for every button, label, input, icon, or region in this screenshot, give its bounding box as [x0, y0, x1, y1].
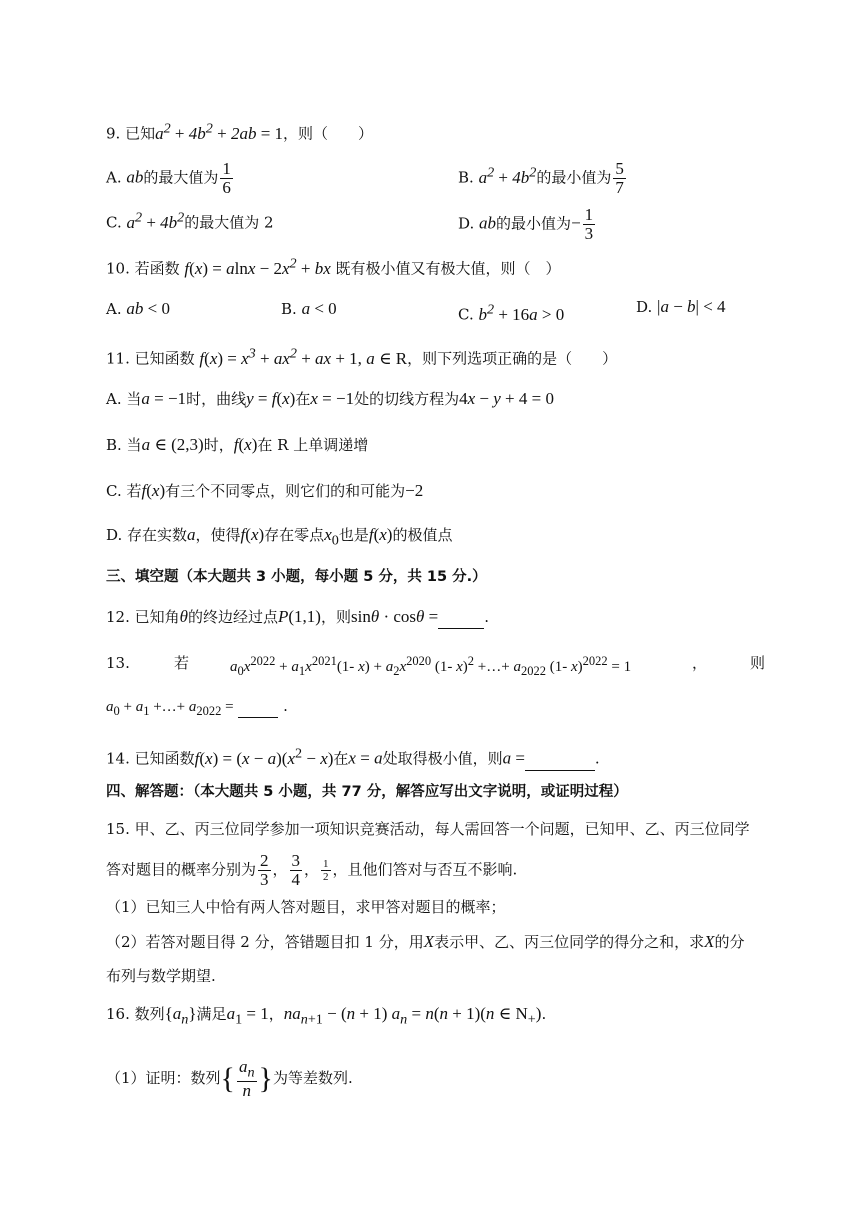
q15-sub1: （1）已知三人中恰有两人答对题目，求甲答对题目的概率；: [106, 898, 506, 916]
q14: 14. 已知函数$f(x) = (x - a)(x^2 - x)$在x = a处取得极小值，则a = .: [106, 742, 600, 771]
fraction-2-3: $\frac{2}{3}$: [260, 851, 269, 889]
q16-sub1: （1）证明：数列{ $\frac{a_n}{n}$ }为等差数列.: [106, 1057, 353, 1101]
answer-blank: [525, 748, 595, 771]
q10-option-b: B. a < 0: [281, 299, 337, 318]
section-4-heading: 四、解答题：（本大题共 5 小题，共 77 分，解答应写出文字说明，或证明过程）: [106, 784, 628, 800]
fraction-5-7: $\frac{5}{7}$: [615, 159, 624, 197]
fraction-3-4: $\frac{3}{4}$: [291, 851, 301, 889]
fraction-an-over-n: $\frac{a_n}{n}$: [238, 1057, 255, 1101]
q15-line2: 答对题目的概率分别为 $\frac{2}{3}$ ， $\frac{3}{4}$ ， $\frac{1}{2}$ ，且他们答对与否互不影响.: [106, 851, 518, 889]
q9-option-a: A. ab的最大值为 $\frac{1}{6}$: [106, 159, 231, 197]
q9-stem-suffix: ，则（ ）: [283, 124, 374, 143]
q11-option-a: A. 当a = −1时，曲线y = f(x)在x = −1处的切线方程为4x − y + 4 = 0: [106, 389, 554, 408]
q9-option-b: B. $a^2 + 4b^2$的最小值为 $\frac{5}{7}$: [458, 159, 624, 197]
q11-function-formula: $f(x) = x^3 + ax^2$ + ax + 1, a ∈ R: [199, 345, 408, 368]
q15-sub2: （2）若答对题目得 2 分，答错题目扣 1 分，用X表示甲、乙、丙三位同学的得分之和，求X的分: [106, 932, 745, 951]
q9-stem-prefix: 9. 已知: [106, 124, 156, 143]
fraction-1-6: $\frac{1}{6}$: [222, 159, 231, 197]
q10-option-c: C. $b^2 + 16a > 0$: [458, 301, 565, 324]
q13-answer-line: $a_0 + a_1$ +…+ $a_{2022}$ = .: [106, 697, 288, 718]
q10-stem: 10. 若函数 $f(x) = alnx - 2x^2$ + bx 既有极小值又有极大值，则（ ）: [106, 255, 561, 278]
q12: 12. 已知角θ的终边经过点P(1,1)，则sinθ · cosθ = .: [106, 606, 489, 629]
q10-option-d: D. |a − b| < 4: [636, 297, 726, 316]
q13-ze: 则: [750, 654, 766, 672]
q10-function-formula: $f(x) = alnx - 2x^2$ + bx: [184, 255, 331, 278]
q13-number: 13.: [106, 654, 130, 672]
q11-option-c: C. 若f(x)有三个不同零点，则它们的和可能为−2: [106, 481, 424, 500]
q9-stem: [106, 117, 373, 145]
q13-comma: ，: [692, 654, 708, 672]
q9-condition-formula: $a^2 + 4b^2 + 2ab = 1$: [155, 120, 284, 143]
q11-option-d: D. 存在实数a，使得f(x)存在零点$x_0$也是f(x)的极值点: [106, 525, 453, 549]
q9-option-c: C. $a^2 + 4b^2$的最大值为 2: [106, 209, 274, 232]
answer-blank: [438, 606, 484, 629]
q13-formula: $a_0x^{2022} + a_1x^{2021}(1-$ $x) + a_2x^{2020}$ (1- x)$^2$ +…+ $a_{2022}$ (1- x)$^{2022}$ = 1: [230, 654, 632, 678]
q11-stem: 11. 已知函数 $f(x) = x^3 + ax^2$ + ax + 1, a ∈ R，则下列选项正确的是（ ）: [106, 345, 618, 368]
q10-option-a: A. ab < 0: [106, 299, 170, 318]
q16: 16. 数列$\{a_n\}$满足$a_1 = 1$，$na_{n+1} - (n + 1) a_n = n(n + 1)(n$ ∈ $N_+$).: [106, 1004, 547, 1028]
q13-ruo: 若: [174, 654, 190, 672]
q15-sub2-line2: 布列与数学期望.: [106, 967, 216, 985]
fraction-1-2: $\frac{1}{2}$: [323, 858, 329, 883]
q15-line1: 15. 甲、乙、丙三位同学参加一项知识竞赛活动，每人需回答一个问题，已知甲、乙、丙三位同学: [106, 820, 750, 838]
fraction-1-3: $\frac{1}{3}$: [584, 205, 594, 243]
q11-option-b: B. 当a ∈ (2,3)时，f(x)在 R 上单调递增: [106, 435, 369, 454]
section-3-heading: 三、填空题（本大题共 3 小题，每小题 5 分，共 15 分.）: [106, 569, 487, 585]
answer-blank: [238, 695, 278, 718]
q9-option-d: D. ab的最小值为− $\frac{1}{3}$: [458, 205, 594, 243]
